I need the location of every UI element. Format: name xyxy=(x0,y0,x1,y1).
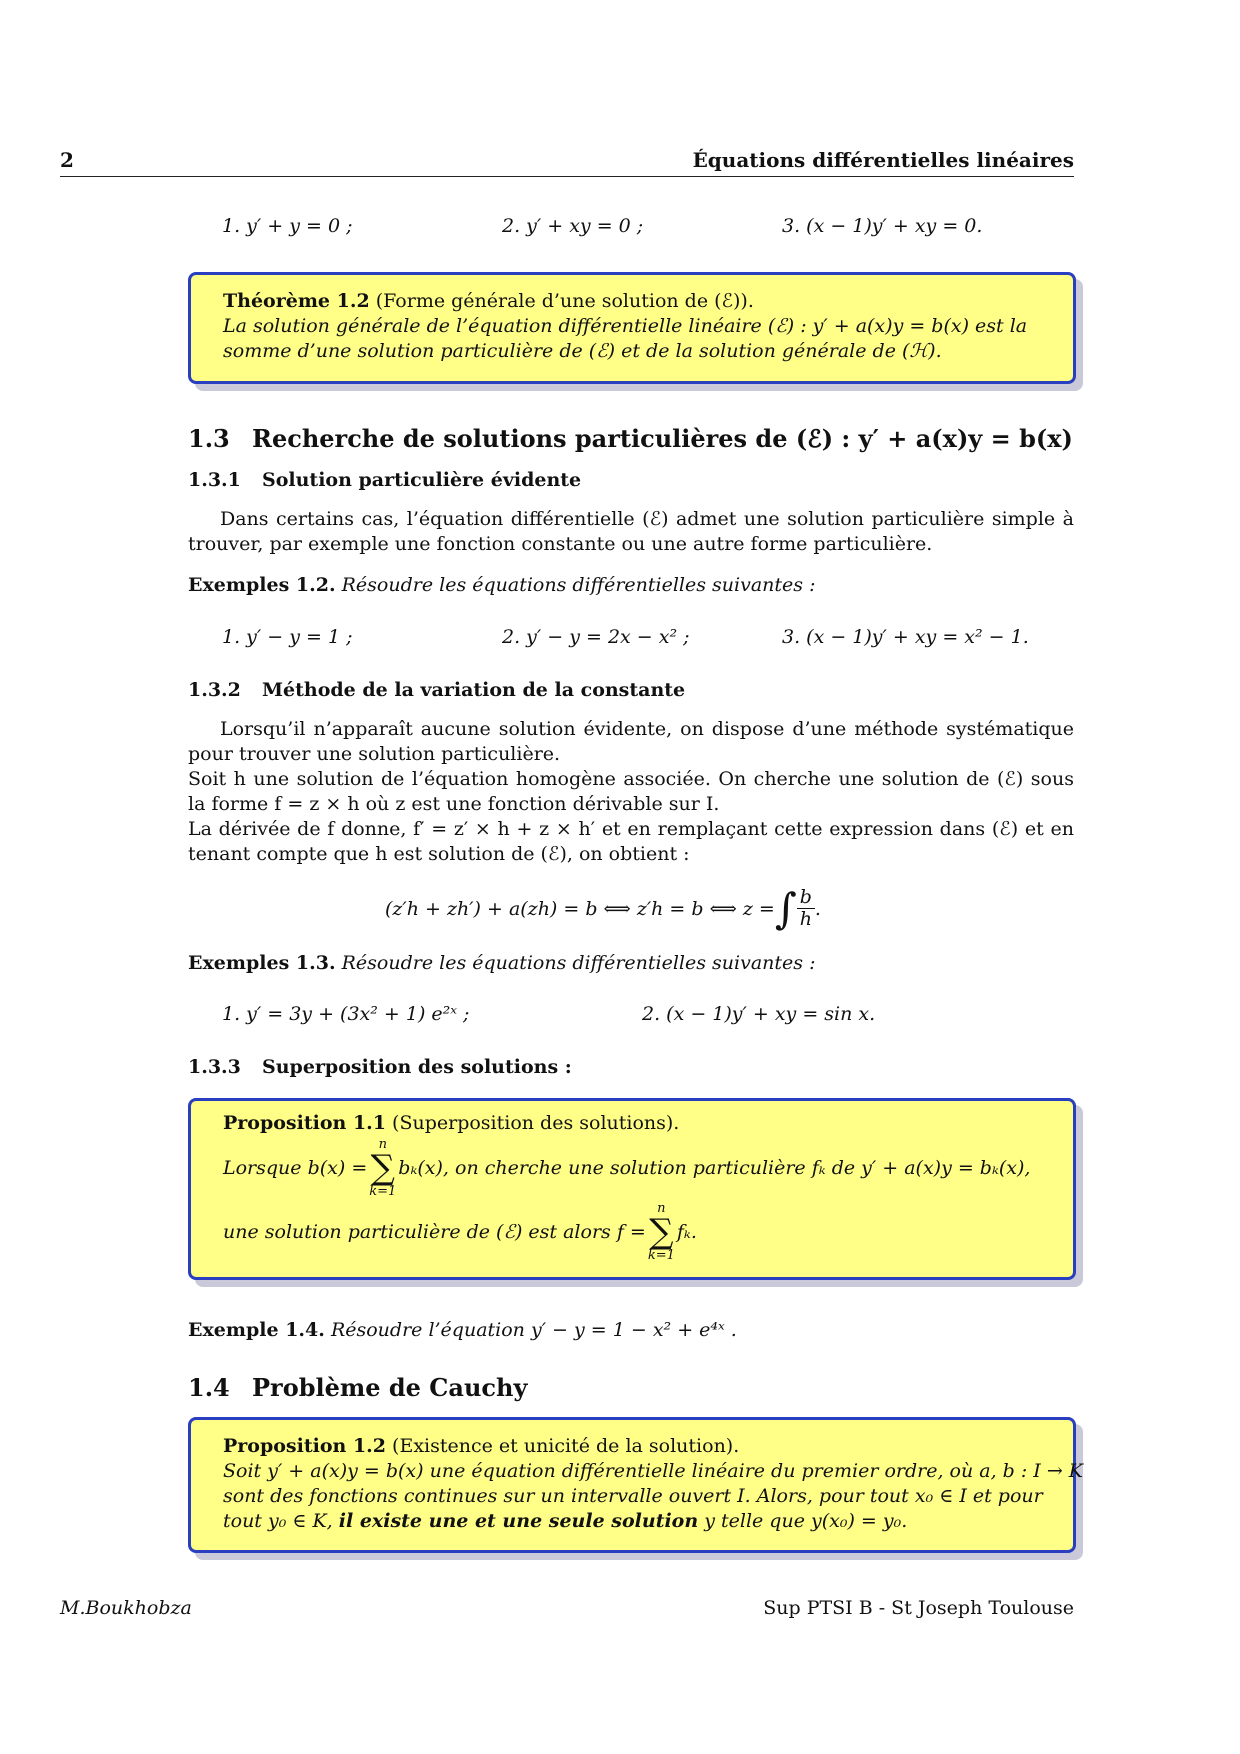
proposition-box xyxy=(188,1417,1084,1553)
footer-author: M.Boukhobza xyxy=(60,1597,192,1619)
formula-text: (z′h + zh′) + a(zh) = b ⟺ z′h = b ⟺ z = xyxy=(385,897,775,920)
sum-upper-limit: n xyxy=(657,1201,666,1216)
theorem-label: Théorème 1.2 xyxy=(223,290,370,312)
subsection-title: Méthode de la variation de la constante xyxy=(262,679,686,701)
sum-lower-limit: k=1 xyxy=(647,1248,675,1263)
exercise-item: 1. y′ − y = 1 ; xyxy=(222,626,353,648)
paragraph: Dans certains cas, l’équation différentielle (ℰ) admet une solution particulière simple à trouver, par exemple une fonction constante ou une autre forme particulière. xyxy=(188,508,1074,555)
section-heading xyxy=(188,424,1073,453)
exercise-item: 3. (x − 1)y′ + xy = 0. xyxy=(782,215,983,237)
subsection-title: Solution particulière évidente xyxy=(262,469,582,491)
subsection-heading xyxy=(188,469,581,491)
proposition-box xyxy=(188,1098,1076,1280)
fraction xyxy=(797,887,815,930)
sum-lower-limit: k=1 xyxy=(369,1184,397,1199)
summation xyxy=(369,1138,396,1198)
statement-text: tout y₀ ∈ K, xyxy=(223,1510,333,1532)
subsection-number: 1.3.2 xyxy=(188,679,241,701)
example-text: Résoudre l’équation y′ − y = 1 − x² + e⁴ˣ . xyxy=(330,1319,737,1341)
theorem-box xyxy=(188,272,1076,384)
formula-end: . xyxy=(814,897,821,920)
subsection-heading xyxy=(188,679,685,701)
exercise-item: 1. y′ + y = 0 ; xyxy=(222,215,353,237)
sigma-icon: ∑ xyxy=(649,1212,674,1252)
examples-label: Exemples 1.2. xyxy=(188,574,336,596)
subsection-number: 1.3.3 xyxy=(188,1056,241,1078)
integral-icon: ∫ xyxy=(774,884,797,933)
statement-text: Lorsque b(x) = xyxy=(223,1156,368,1179)
examples-heading xyxy=(188,574,815,596)
example-label: Exemple 1.4. xyxy=(188,1319,325,1341)
section-title: Problème de Cauchy xyxy=(252,1373,528,1402)
exercise-item: 3. (x − 1)y′ + xy = x² − 1. xyxy=(782,626,1029,648)
statement-text: y telle que y(x₀) = y₀. xyxy=(704,1510,908,1532)
examples-heading xyxy=(188,952,815,974)
exercise-item: 1. y′ = 3y + (3x² + 1) e²ˣ ; xyxy=(222,1003,470,1025)
examples-label: Exemples 1.3. xyxy=(188,952,336,974)
proposition-label: Proposition 1.1 xyxy=(223,1112,386,1134)
section-number: 1.4 xyxy=(188,1373,230,1402)
running-title: Équations différentielles linéaires xyxy=(692,148,1074,172)
statement-text: fₖ. xyxy=(676,1220,697,1243)
theorem-statement-line: La solution générale de l’équation différentielle linéaire (ℰ) : y′ + a(x)y = b(x) est la xyxy=(223,315,1028,337)
proposition-label: Proposition 1.2 xyxy=(223,1435,386,1457)
proposition-statement-line: sont des fonctions continues sur un intervalle ouvert I. Alors, pour tout x₀ ∈ I et pour xyxy=(223,1485,1043,1507)
footer-class-info: Sup PTSI B - St Joseph Toulouse xyxy=(763,1597,1074,1619)
theorem-statement-line: somme d’une solution particulière de (ℰ) et de la solution générale de (ℋ). xyxy=(223,340,942,362)
examples-intro: Résoudre les équations différentielles suivantes : xyxy=(341,952,816,974)
subsection-title: Superposition des solutions : xyxy=(262,1056,572,1078)
sum-upper-limit: n xyxy=(378,1137,387,1152)
statement-text: bₖ(x), on cherche une solution particulière fₖ de y′ + a(x)y = bₖ(x), xyxy=(398,1156,1031,1179)
summation xyxy=(648,1202,675,1262)
paragraph: Soit h une solution de l’équation homogène associée. On cherche une solution de (ℰ) sous la forme f = z × h où z est une fonction dérivable sur I. xyxy=(188,768,1074,815)
subsection-number: 1.3.1 xyxy=(188,469,241,491)
fraction-numerator: b xyxy=(797,887,815,909)
theorem-name: (Forme générale d’une solution de (ℰ)). xyxy=(375,290,754,312)
statement-text: une solution particulière de (ℰ) est alors f = xyxy=(223,1220,646,1243)
variation-formula xyxy=(385,884,821,933)
section-number: 1.3 xyxy=(188,424,230,453)
exercise-item: 2. y′ + xy = 0 ; xyxy=(502,215,644,237)
proposition-statement-line xyxy=(223,1138,1043,1198)
subsection-heading xyxy=(188,1056,572,1078)
exercise-item: 2. y′ − y = 2x − x² ; xyxy=(502,626,690,648)
proposition-name: (Superposition des solutions). xyxy=(392,1112,680,1134)
page-number: 2 xyxy=(60,148,74,172)
paragraph: La dérivée de f donne, f′ = z′ × h + z × h′ et en remplaçant cette expression dans (ℰ) et en tenant compte que h est solution de (ℰ), on obtient : xyxy=(188,818,1074,865)
page-header xyxy=(60,148,1074,177)
sigma-icon: ∑ xyxy=(370,1148,395,1188)
exercise-item: 2. (x − 1)y′ + xy = sin x. xyxy=(642,1003,876,1025)
proposition-statement-line: Soit y′ + a(x)y = b(x) une équation différentielle linéaire du premier ordre, où a, b : I → K xyxy=(223,1460,1084,1482)
example-heading xyxy=(188,1319,737,1341)
examples-intro: Résoudre les équations différentielles suivantes : xyxy=(341,574,816,596)
section-title: Recherche de solutions particulières de (ℰ) : y′ + a(x)y = b(x) xyxy=(252,424,1073,453)
proposition-statement-line xyxy=(223,1202,1043,1262)
section-heading xyxy=(188,1373,527,1402)
proposition-statement-line xyxy=(223,1509,1043,1534)
proposition-name: (Existence et unicité de la solution). xyxy=(392,1435,740,1457)
paragraph: Lorsqu’il n’apparaît aucune solution évidente, on dispose d’une méthode systématique pour trouver une solution particulière. xyxy=(188,718,1074,765)
statement-emphasis: il existe une et une seule solution xyxy=(338,1510,699,1532)
fraction-denominator: h xyxy=(799,908,812,930)
